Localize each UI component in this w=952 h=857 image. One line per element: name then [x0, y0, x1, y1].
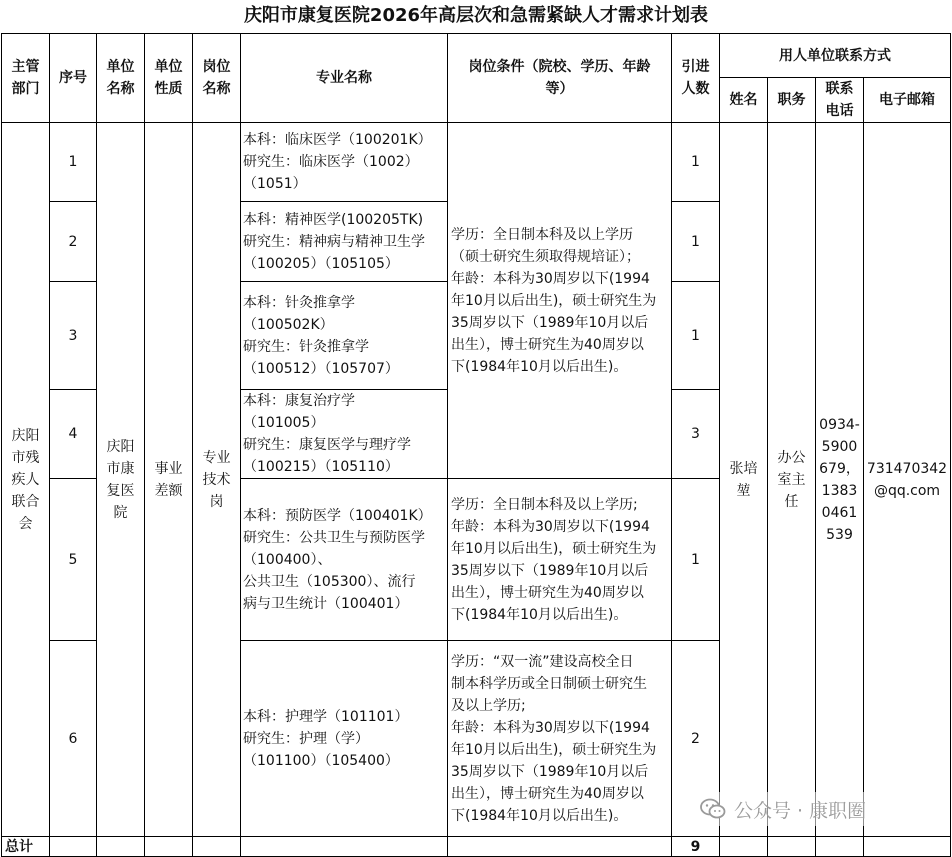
- seq-cell: 5: [50, 479, 97, 641]
- empty-cell: [720, 837, 768, 857]
- empty-cell: [145, 837, 193, 857]
- unit-name-cell: 庆阳 市康 复医 院: [97, 123, 145, 837]
- count-cell: 1: [672, 202, 720, 282]
- major-cell: 本科：针灸推拿学 （100502K） 研究生：针灸推拿学 （100512）（105707）: [241, 282, 448, 390]
- post-name-cell: 专业 技术 岗: [193, 123, 241, 837]
- header-seq: 序号: [50, 34, 97, 123]
- seq-cell: 6: [50, 641, 97, 837]
- header-contact-title: 职务: [768, 78, 816, 123]
- empty-cell: [241, 837, 448, 857]
- seq-cell: 3: [50, 282, 97, 390]
- count-cell: 3: [672, 390, 720, 479]
- header-major: 专业名称: [241, 34, 448, 123]
- conditions-cell: 学历：全日制本科及以上学历 （硕士研究生须取得规培证）； 年龄：本科为30周岁以下(1994 年10月以后出生)，硕士研究生为 35周岁以下（1989年10月以后 出生），博士研究生为40周岁以 下(1984年10月以后出生)。: [448, 123, 672, 479]
- dept-cell: 庆阳 市残 疾人 联合 会: [2, 123, 50, 837]
- count-cell: 1: [672, 123, 720, 202]
- empty-cell: [864, 837, 951, 857]
- seq-cell: 4: [50, 390, 97, 479]
- header-conditions: 岗位条件（院校、学历、年龄 等）: [448, 34, 672, 123]
- seq-cell: 2: [50, 202, 97, 282]
- contact-email-cell: 731470342 @qq.com: [864, 123, 951, 837]
- header-dept: 主管 部门: [2, 34, 50, 123]
- header-unit-nature: 单位 性质: [145, 34, 193, 123]
- page-title: 庆阳市康复医院2026年高层次和急需紧缺人才需求计划表: [243, 5, 709, 26]
- major-cell: 本科：精神医学(100205TK) 研究生：精神病与精神卫生学 （100205）（105105）: [241, 202, 448, 282]
- major-cell: 本科：护理学（101101） 研究生：护理（学） （101100）（105400）: [241, 641, 448, 837]
- contact-name-cell: 张培 堃: [720, 123, 768, 837]
- contact-title-cell: 办公 室主 任: [768, 123, 816, 837]
- conditions-cell: 学历：“双一流”建设高校全日 制本科学历或全日制硕士研究生 及以上学历; 年龄：本科为30周岁以下(1994 年10月以后出生)，硕士研究生为 35周岁以下（1989年10月以后 出生），博士研究生为40周岁以 下(1984年10月以后出生)。: [448, 641, 672, 837]
- major-cell: 本科：预防医学（100401K） 研究生：公共卫生与预防医学 （100400）、 公共卫生（105300）、流行 病与卫生统计（100401）: [241, 479, 448, 641]
- count-cell: 2: [672, 641, 720, 837]
- header-contact-name: 姓名: [720, 78, 768, 123]
- header-row: [2, 34, 951, 78]
- header-count: 引进 人数: [672, 34, 720, 123]
- seq-cell: 1: [50, 123, 97, 202]
- total-label: 总计: [2, 837, 50, 857]
- unit-nature-cell: 事业 差额: [145, 123, 193, 837]
- count-cell: 1: [672, 282, 720, 390]
- empty-cell: [448, 837, 672, 857]
- recruitment-plan-table: [1, 33, 951, 857]
- header-contact-group: 用人单位联系方式: [720, 34, 951, 78]
- watermark: [700, 792, 866, 826]
- header-contact-email: 电子邮箱: [864, 78, 951, 123]
- major-cell: 本科：康复治疗学 （101005） 研究生：康复医学与理疗学 （100215）（105110）: [241, 390, 448, 479]
- empty-cell: [193, 837, 241, 857]
- header-contact-phone: 联系 电话: [816, 78, 864, 123]
- major-cell: 本科：临床医学（100201K） 研究生：临床医学（1002） （1051）: [241, 123, 448, 202]
- empty-cell: [816, 837, 864, 857]
- header-post-name: 岗位 名称: [193, 34, 241, 123]
- contact-phone-cell: 0934- 5900 679， 1383 0461 539: [816, 123, 864, 837]
- header-unit-name: 单位 名称: [97, 34, 145, 123]
- count-cell: 1: [672, 479, 720, 641]
- empty-cell: [768, 837, 816, 857]
- empty-cell: [50, 837, 97, 857]
- wechat-icon: [700, 798, 726, 820]
- table-row: [2, 123, 951, 202]
- total-row: [2, 837, 951, 857]
- conditions-cell: 学历：全日制本科及以上学历; 年龄：本科为30周岁以下(1994 年10月以后出生)，硕士研究生为 35周岁以下（1989年10月以后 出生），博士研究生为40周岁以 下(1984年10月以后出生)。: [448, 479, 672, 641]
- watermark-text: 公众号 · 康职圈: [734, 799, 867, 822]
- empty-cell: [97, 837, 145, 857]
- total-count: 9: [672, 837, 720, 857]
